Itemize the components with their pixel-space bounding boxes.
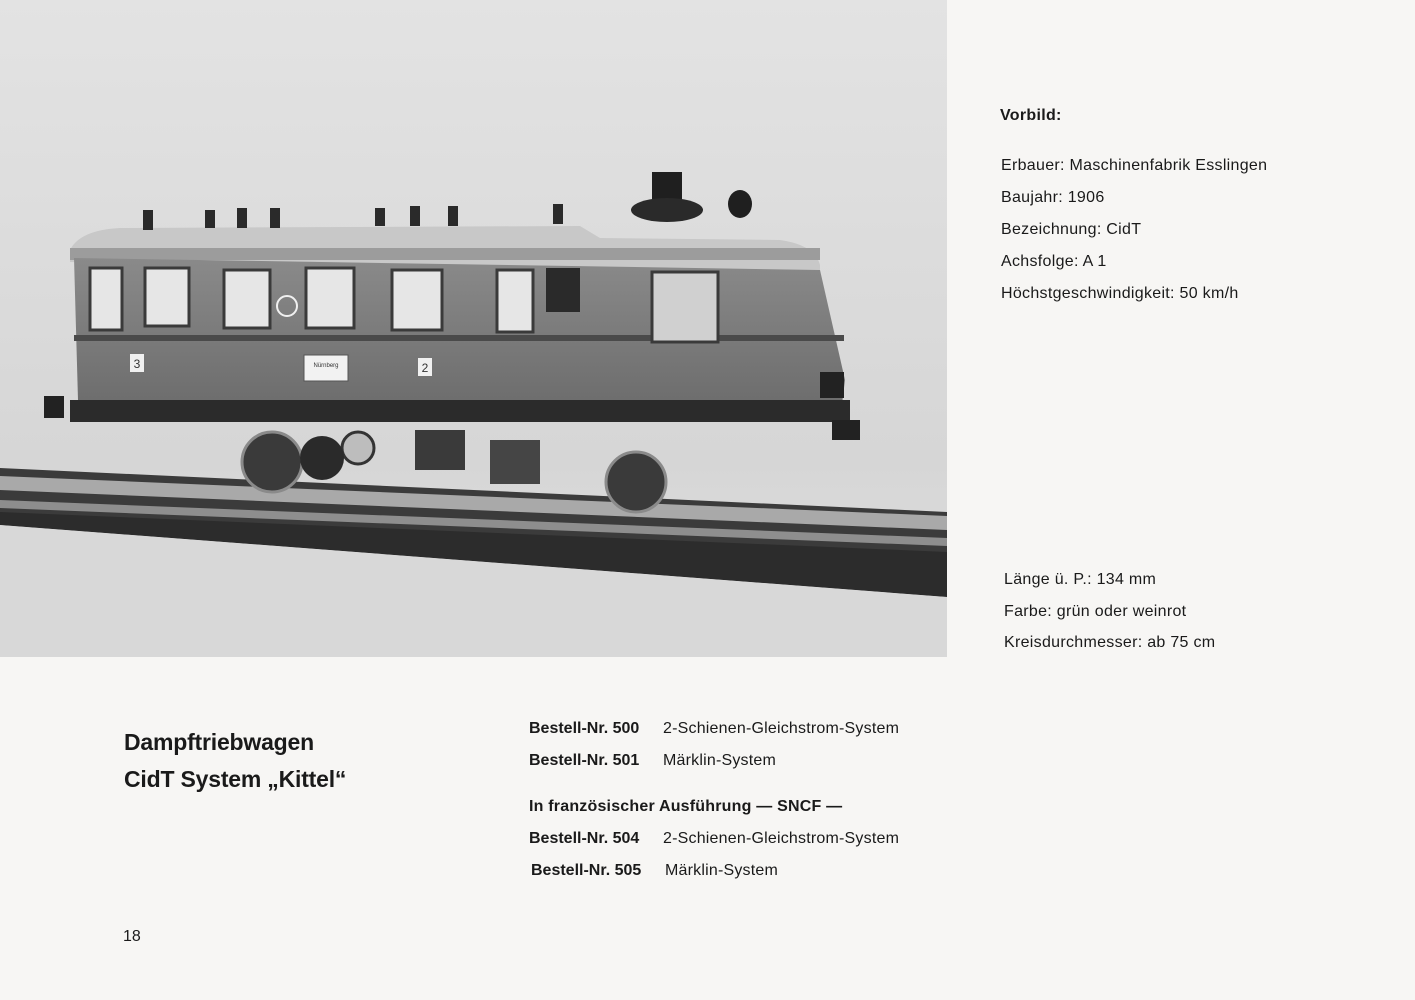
order-system: 2-Schienen-Gleichstrom-System (663, 830, 900, 847)
model-color: Farbe: grün oder weinrot (1004, 602, 1187, 620)
prototype-heading: Vorbild: (1000, 107, 1062, 124)
prototype-max-speed: Höchstgeschwindigkeit: 50 km/h (1001, 285, 1239, 302)
prototype-builder: Erbauer: Maschinenfabrik Esslingen (1001, 157, 1268, 174)
order-system: Märklin-System (663, 752, 777, 769)
model-curve-radius: Kreisdurchmesser: ab 75 cm (1004, 634, 1216, 651)
order-number: Bestell-Nr. 500 (529, 720, 640, 737)
product-title-line-2: CidT System „Kittel“ (124, 766, 347, 792)
product-title (124, 724, 346, 798)
prototype-list (1001, 155, 1267, 315)
railcar-photo (0, 0, 947, 657)
order-system: Märklin-System (665, 862, 779, 879)
model-list (1004, 569, 1215, 664)
prototype-year: Baujahr: 1906 (1001, 189, 1105, 206)
order-number: Bestell-Nr. 504 (529, 830, 640, 847)
class-mark-3: 3 (133, 357, 141, 371)
order-row (529, 720, 899, 738)
order-row (529, 830, 899, 848)
page-number: 18 (123, 928, 141, 945)
class-mark-2: 2 (421, 361, 429, 375)
product-title-line-1: Dampftriebwagen (124, 729, 314, 755)
french-version-note: In französischer Ausführung — SNCF — (529, 798, 843, 815)
destination-sign-text: Nürnberg (313, 363, 339, 369)
order-number: Bestell-Nr. 501 (529, 752, 640, 769)
prototype-designation: Bezeichnung: CidT (1001, 221, 1142, 238)
order-system: 2-Schienen-Gleichstrom-System (663, 720, 900, 737)
order-number: Bestell-Nr. 505 (531, 862, 642, 879)
order-row (531, 862, 778, 880)
prototype-axle-arrangement: Achsfolge: A 1 (1001, 253, 1107, 270)
model-length: Länge ü. P.: 134 mm (1004, 571, 1157, 588)
order-row (529, 752, 776, 770)
railcar-illustration (0, 0, 947, 657)
